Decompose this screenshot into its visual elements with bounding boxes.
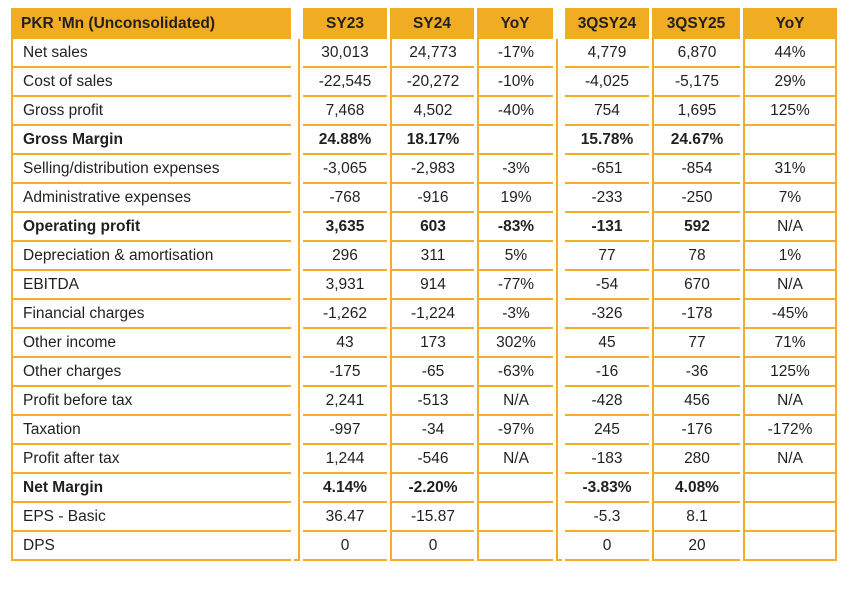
- cell-3qsy25: 592: [652, 213, 740, 242]
- cell-sy24: -2.20%: [390, 474, 474, 503]
- table-row: [11, 300, 837, 329]
- row-label: EBITDA: [11, 271, 291, 300]
- row-label: Other income: [11, 329, 291, 358]
- cell-yoy-quarter: 7%: [743, 184, 837, 213]
- column-gap: [556, 155, 562, 184]
- column-gap: [556, 242, 562, 271]
- cell-sy23: 24.88%: [303, 126, 387, 155]
- cell-3qsy25: 670: [652, 271, 740, 300]
- table-row: [11, 532, 837, 561]
- row-label: Financial charges: [11, 300, 291, 329]
- table-row: [11, 242, 837, 271]
- column-gap: [294, 416, 300, 445]
- row-label: Selling/distribution expenses: [11, 155, 291, 184]
- cell-3qsy24: -4,025: [565, 68, 649, 97]
- cell-yoy-annual: -77%: [477, 271, 553, 300]
- cell-sy24: 603: [390, 213, 474, 242]
- cell-yoy-quarter: 44%: [743, 39, 837, 68]
- cell-yoy-quarter: [743, 503, 837, 532]
- cell-yoy-quarter: 29%: [743, 68, 837, 97]
- table-row: [11, 184, 837, 213]
- column-gap: [556, 532, 562, 561]
- column-gap: [294, 329, 300, 358]
- cell-3qsy24: 15.78%: [565, 126, 649, 155]
- cell-yoy-annual: -63%: [477, 358, 553, 387]
- cell-yoy-annual: [477, 532, 553, 561]
- cell-3qsy24: -651: [565, 155, 649, 184]
- table-row: [11, 329, 837, 358]
- cell-yoy-quarter: -172%: [743, 416, 837, 445]
- cell-sy24: -513: [390, 387, 474, 416]
- column-gap: [556, 8, 562, 39]
- cell-yoy-annual: -40%: [477, 97, 553, 126]
- cell-yoy-annual: N/A: [477, 387, 553, 416]
- column-gap: [294, 68, 300, 97]
- cell-yoy-annual: [477, 503, 553, 532]
- cell-sy23: 7,468: [303, 97, 387, 126]
- cell-yoy-quarter: 71%: [743, 329, 837, 358]
- column-gap: [294, 387, 300, 416]
- column-gap: [294, 358, 300, 387]
- row-label: Operating profit: [11, 213, 291, 242]
- column-gap: [556, 68, 562, 97]
- cell-yoy-quarter: [743, 532, 837, 561]
- cell-sy23: 3,931: [303, 271, 387, 300]
- column-gap: [294, 39, 300, 68]
- cell-sy23: 36.47: [303, 503, 387, 532]
- cell-3qsy25: -854: [652, 155, 740, 184]
- cell-3qsy25: 1,695: [652, 97, 740, 126]
- column-gap: [294, 271, 300, 300]
- cell-sy23: -768: [303, 184, 387, 213]
- cell-3qsy25: 8.1: [652, 503, 740, 532]
- column-gap: [294, 97, 300, 126]
- cell-3qsy24: -183: [565, 445, 649, 474]
- column-gap: [294, 213, 300, 242]
- header-row: [11, 8, 837, 39]
- row-label: Taxation: [11, 416, 291, 445]
- column-gap: [294, 300, 300, 329]
- column-gap: [294, 445, 300, 474]
- table-row: [11, 416, 837, 445]
- cell-3qsy24: 754: [565, 97, 649, 126]
- table-row: [11, 39, 837, 68]
- cell-sy24: -546: [390, 445, 474, 474]
- row-label: DPS: [11, 532, 291, 561]
- cell-yoy-quarter: 125%: [743, 358, 837, 387]
- column-gap: [556, 358, 562, 387]
- cell-yoy-quarter: 31%: [743, 155, 837, 184]
- cell-yoy-annual: [477, 474, 553, 503]
- cell-3qsy25: 6,870: [652, 39, 740, 68]
- column-gap: [556, 126, 562, 155]
- cell-3qsy24: -326: [565, 300, 649, 329]
- cell-yoy-annual: -10%: [477, 68, 553, 97]
- cell-3qsy24: 45: [565, 329, 649, 358]
- column-gap: [294, 126, 300, 155]
- cell-3qsy25: 24.67%: [652, 126, 740, 155]
- column-gap: [556, 39, 562, 68]
- cell-3qsy25: -176: [652, 416, 740, 445]
- column-gap: [556, 213, 562, 242]
- table-row: [11, 445, 837, 474]
- cell-sy24: -65: [390, 358, 474, 387]
- cell-3qsy25: 78: [652, 242, 740, 271]
- cell-sy24: -34: [390, 416, 474, 445]
- table-row: [11, 387, 837, 416]
- cell-3qsy24: 4,779: [565, 39, 649, 68]
- cell-3qsy24: -428: [565, 387, 649, 416]
- cell-yoy-annual: -17%: [477, 39, 553, 68]
- cell-yoy-quarter: N/A: [743, 445, 837, 474]
- cell-sy24: 173: [390, 329, 474, 358]
- row-label: Gross Margin: [11, 126, 291, 155]
- table-row: [11, 213, 837, 242]
- row-label: Depreciation & amortisation: [11, 242, 291, 271]
- cell-3qsy24: 0: [565, 532, 649, 561]
- cell-3qsy25: 456: [652, 387, 740, 416]
- cell-3qsy25: -5,175: [652, 68, 740, 97]
- financial-results-table: [8, 8, 840, 561]
- cell-3qsy24: -54: [565, 271, 649, 300]
- row-label: EPS - Basic: [11, 503, 291, 532]
- table-row: [11, 97, 837, 126]
- column-gap: [294, 155, 300, 184]
- column-gap: [294, 532, 300, 561]
- column-gap: [556, 271, 562, 300]
- cell-sy23: 4.14%: [303, 474, 387, 503]
- column-gap: [556, 300, 562, 329]
- cell-yoy-quarter: [743, 474, 837, 503]
- cell-yoy-quarter: N/A: [743, 213, 837, 242]
- column-header-yoy-annual: YoY: [477, 8, 553, 39]
- row-label: Administrative expenses: [11, 184, 291, 213]
- column-gap: [294, 8, 300, 39]
- column-gap: [294, 184, 300, 213]
- column-gap: [294, 503, 300, 532]
- cell-sy24: 24,773: [390, 39, 474, 68]
- cell-yoy-quarter: 125%: [743, 97, 837, 126]
- cell-sy23: -997: [303, 416, 387, 445]
- column-gap: [556, 184, 562, 213]
- cell-sy24: -20,272: [390, 68, 474, 97]
- cell-3qsy24: -16: [565, 358, 649, 387]
- cell-3qsy24: -233: [565, 184, 649, 213]
- row-label: Profit before tax: [11, 387, 291, 416]
- table-row: [11, 358, 837, 387]
- column-gap: [556, 445, 562, 474]
- cell-3qsy25: 280: [652, 445, 740, 474]
- cell-sy23: 43: [303, 329, 387, 358]
- cell-sy24: 311: [390, 242, 474, 271]
- column-header-sy23: SY23: [303, 8, 387, 39]
- cell-yoy-annual: [477, 126, 553, 155]
- cell-yoy-annual: -3%: [477, 155, 553, 184]
- column-gap: [556, 474, 562, 503]
- cell-3qsy25: 20: [652, 532, 740, 561]
- column-gap: [556, 97, 562, 126]
- cell-yoy-quarter: N/A: [743, 387, 837, 416]
- cell-sy23: -3,065: [303, 155, 387, 184]
- cell-sy23: 296: [303, 242, 387, 271]
- table-row: [11, 271, 837, 300]
- cell-yoy-quarter: [743, 126, 837, 155]
- column-header-yoy-quarter: YoY: [743, 8, 837, 39]
- cell-3qsy24: -5.3: [565, 503, 649, 532]
- cell-sy24: -2,983: [390, 155, 474, 184]
- cell-sy24: 18.17%: [390, 126, 474, 155]
- cell-yoy-annual: 19%: [477, 184, 553, 213]
- cell-sy23: -1,262: [303, 300, 387, 329]
- cell-3qsy24: 77: [565, 242, 649, 271]
- column-header-sy24: SY24: [390, 8, 474, 39]
- cell-yoy-annual: -83%: [477, 213, 553, 242]
- cell-3qsy24: 245: [565, 416, 649, 445]
- cell-3qsy25: 77: [652, 329, 740, 358]
- cell-sy24: 914: [390, 271, 474, 300]
- cell-yoy-annual: N/A: [477, 445, 553, 474]
- cell-3qsy25: -178: [652, 300, 740, 329]
- cell-yoy-annual: 302%: [477, 329, 553, 358]
- column-gap: [556, 503, 562, 532]
- cell-sy24: -916: [390, 184, 474, 213]
- table-row: [11, 126, 837, 155]
- cell-sy23: 3,635: [303, 213, 387, 242]
- row-label: Other charges: [11, 358, 291, 387]
- cell-yoy-quarter: -45%: [743, 300, 837, 329]
- cell-3qsy25: -250: [652, 184, 740, 213]
- table-row: [11, 503, 837, 532]
- column-header-3qsy25: 3QSY25: [652, 8, 740, 39]
- cell-sy24: -15.87: [390, 503, 474, 532]
- cell-sy23: -175: [303, 358, 387, 387]
- cell-yoy-annual: -3%: [477, 300, 553, 329]
- cell-sy24: -1,224: [390, 300, 474, 329]
- cell-3qsy25: -36: [652, 358, 740, 387]
- row-label: Net sales: [11, 39, 291, 68]
- cell-sy23: 0: [303, 532, 387, 561]
- row-label: Net Margin: [11, 474, 291, 503]
- table-row: [11, 474, 837, 503]
- column-header-metric: PKR 'Mn (Unconsolidated): [11, 8, 291, 39]
- row-label: Profit after tax: [11, 445, 291, 474]
- table-row: [11, 68, 837, 97]
- cell-yoy-annual: -97%: [477, 416, 553, 445]
- column-gap: [556, 329, 562, 358]
- table-body: [11, 39, 837, 561]
- cell-sy23: 1,244: [303, 445, 387, 474]
- cell-yoy-quarter: N/A: [743, 271, 837, 300]
- cell-sy24: 0: [390, 532, 474, 561]
- column-gap: [556, 416, 562, 445]
- row-label: Cost of sales: [11, 68, 291, 97]
- cell-3qsy25: 4.08%: [652, 474, 740, 503]
- column-gap: [556, 387, 562, 416]
- cell-3qsy24: -3.83%: [565, 474, 649, 503]
- cell-sy23: 2,241: [303, 387, 387, 416]
- cell-3qsy24: -131: [565, 213, 649, 242]
- cell-yoy-quarter: 1%: [743, 242, 837, 271]
- cell-yoy-annual: 5%: [477, 242, 553, 271]
- column-gap: [294, 242, 300, 271]
- cell-sy23: 30,013: [303, 39, 387, 68]
- column-gap: [294, 474, 300, 503]
- table-row: [11, 155, 837, 184]
- cell-sy24: 4,502: [390, 97, 474, 126]
- cell-sy23: -22,545: [303, 68, 387, 97]
- row-label: Gross profit: [11, 97, 291, 126]
- column-header-3qsy24: 3QSY24: [565, 8, 649, 39]
